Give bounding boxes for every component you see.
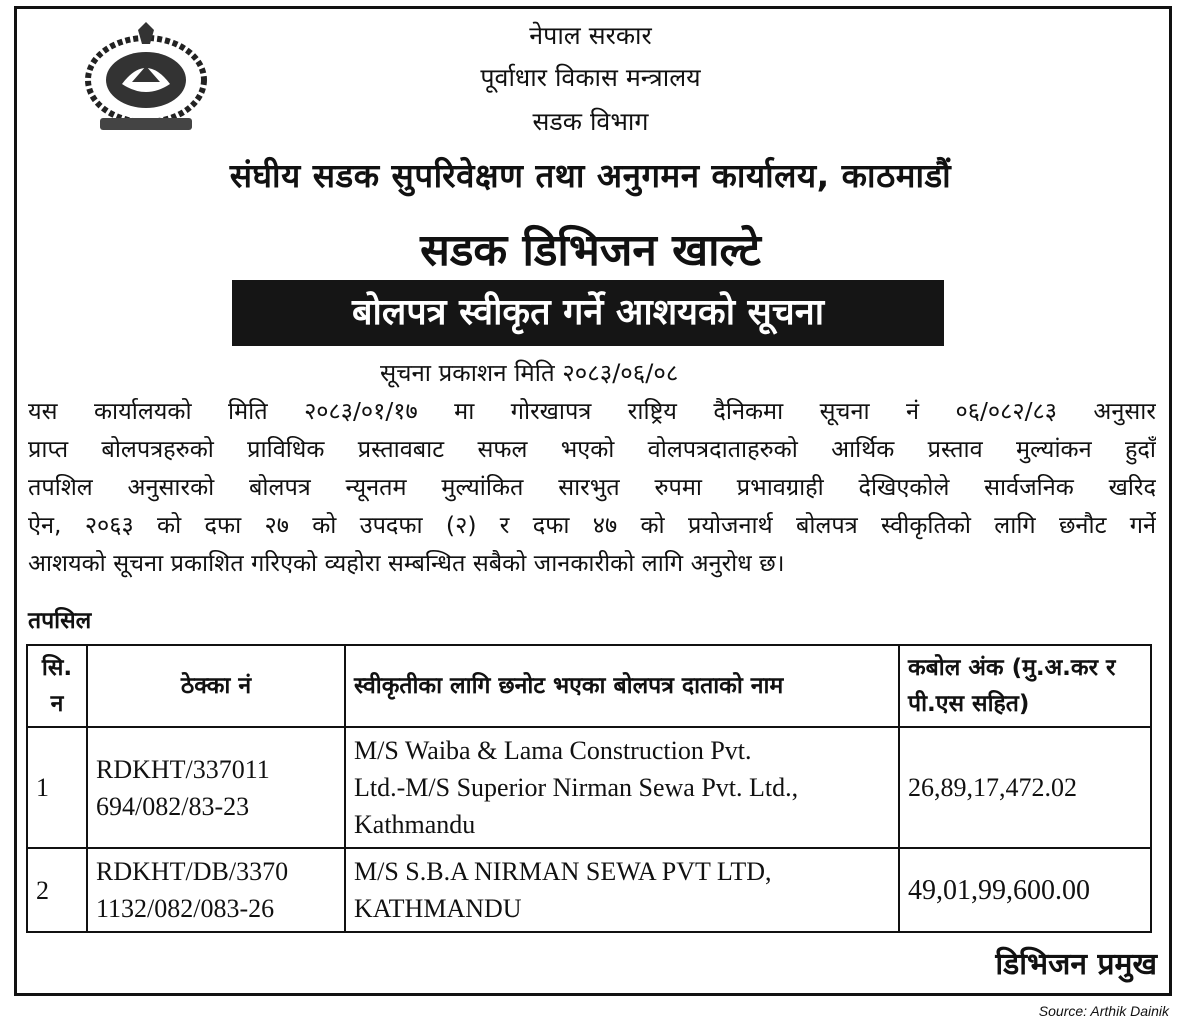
division-name: सडक डिभिजन खाल्टे bbox=[420, 225, 761, 276]
notice-body bbox=[28, 392, 1156, 582]
col-header-sn: सि. न bbox=[27, 645, 87, 727]
signature-title: डिभिजन प्रमुख bbox=[995, 947, 1157, 982]
cell-sn: 1 bbox=[27, 727, 87, 848]
bidder-line: Kathmandu bbox=[354, 810, 476, 839]
bid-table bbox=[26, 644, 1152, 933]
notice-title-banner: बोलपत्र स्वीकृत गर्ने आशयको सूचना bbox=[232, 280, 944, 346]
header-line-2: पूर्वाधार विकास मन्त्रालय bbox=[480, 63, 701, 92]
col-header-amount: कबोल अंक (मु.अ.कर र पी.एस सहित) bbox=[899, 645, 1151, 727]
header-line-3: सडक विभाग bbox=[532, 107, 649, 136]
tapsil-label: तपसिल bbox=[28, 608, 92, 634]
cell-amount: 49,01,99,600.00 bbox=[899, 848, 1151, 932]
table-row bbox=[27, 727, 1151, 848]
office-name: संघीय सडक सुपरिवेक्षण तथा अनुगमन कार्यालय, काठमाडौं bbox=[229, 156, 952, 195]
contract-line: 1132/082/083-26 bbox=[96, 894, 275, 923]
bidder-line: KATHMANDU bbox=[354, 894, 522, 923]
bidder-line: Ltd.-M/S Superior Nirman Sewa Pvt. Ltd., bbox=[354, 773, 799, 802]
cell-contract bbox=[87, 848, 345, 932]
table-header-row bbox=[27, 645, 1151, 727]
header-line-1: नेपाल सरकार bbox=[529, 21, 652, 50]
cell-bidder bbox=[345, 848, 899, 932]
col-header-contract: ठेक्का नं bbox=[87, 645, 345, 727]
publication-date: सूचना प्रकाशन मिति २०८३/०६/०८ bbox=[380, 359, 679, 387]
body-line: प्राप्त बोलपत्रहरुको प्राविधिक प्रस्तावबाट सफल भएको वोलपत्रदाताहरुको आर्थिक प्रस्ताव मुल्यांकन हुदाँ bbox=[28, 435, 1156, 463]
contract-line: 694/082/83-23 bbox=[96, 791, 250, 821]
cell-amount: 26,89,17,472.02 bbox=[899, 727, 1151, 848]
cell-contract bbox=[87, 727, 345, 848]
body-line: ऐन, २०६३ को दफा २७ को उपदफा (२) र दफा ४७ को प्रयोजनार्थ बोलपत्र स्वीकृतिको लागि छनौट गर्ने bbox=[28, 511, 1156, 539]
body-line: यस कार्यालयको मिति २०८३/०१/१७ मा गोरखापत्र राष्ट्रिय दैनिकमा सूचना नं ०६/०८२/८३ अनुसार bbox=[28, 397, 1156, 425]
cell-bidder bbox=[345, 727, 899, 848]
body-line: आशयको सूचना प्रकाशित गरिएको व्यहोरा सम्बन्धित सबैको जानकारीको लागि अनुरोध छ। bbox=[28, 549, 785, 577]
cell-sn: 2 bbox=[27, 848, 87, 932]
contract-line: RDKHT/DB/3370 bbox=[96, 857, 289, 886]
bidder-line: M/S Waiba & Lama Construction Pvt. bbox=[354, 736, 752, 765]
source-credit: Source: Arthik Dainik bbox=[1038, 1003, 1169, 1019]
bidder-line: M/S S.B.A NIRMAN SEWA PVT LTD, bbox=[354, 857, 772, 886]
body-line: तपशिल अनुसारको बोलपत्र न्यूनतम मुल्यांकित सारभुत रुपमा प्रभावग्राही देखिएकोले सार्वजनिक खरिद bbox=[28, 473, 1156, 501]
contract-line: RDKHT/337011 bbox=[96, 754, 270, 784]
col-header-bidder: स्वीकृतीका लागि छनोट भएका बोलपत्र दाताको नाम bbox=[345, 645, 899, 727]
table-row bbox=[27, 848, 1151, 932]
